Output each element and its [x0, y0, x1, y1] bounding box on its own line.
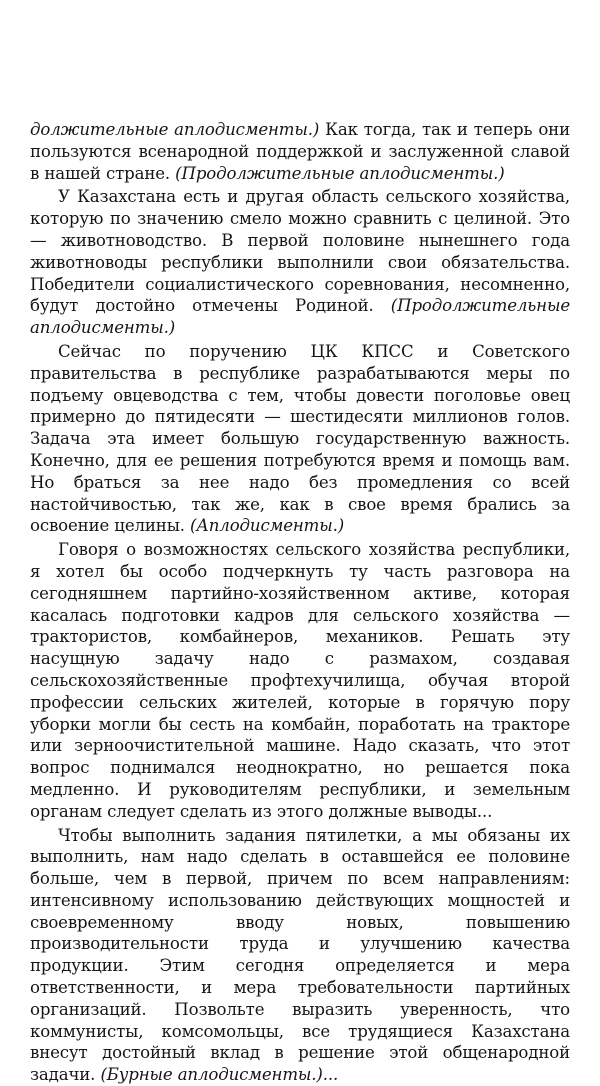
- paragraph-5: [30, 825, 570, 1086]
- paragraph-1: [30, 119, 570, 184]
- applause-note: (Бурные аплодисменты.)...: [100, 1065, 338, 1084]
- paragraph-text: У Казахстана есть и другая область сельского хозяйства, которую по значению смело можно сравнить с целиной. Это — животноводство. В первой половине нынешнего года животноводы республики выполнили свои обязательства. Победители социалистического соревнования, несомненно, будут достойно отмечены Родиной.: [30, 187, 570, 315]
- paragraph-4: [30, 539, 570, 822]
- paragraph-2: [30, 186, 570, 339]
- paragraph-text: Как тогда, так и теперь они пользуются всенародной поддержкой и заслуженной славой в нашей стране.: [30, 120, 570, 183]
- applause-note: (Продолжительные аплодисменты.): [175, 164, 504, 183]
- paragraph-3: [30, 341, 570, 537]
- paragraph-text: Сейчас по поручению ЦК КПСС и Советского правительства в республике разрабатываются меры по подъему овцеводства с тем, чтобы довести поголовье овец примерно до пятидесяти — шестидесяти миллионов голов. Задача эта имеет большую государственную важность. Конечно, для ее решения потребуются время и помощь вам. Но браться за нее надо без промедления со всей настойчивостью, так же, как в свое время брались за освоение целины.: [30, 342, 570, 535]
- applause-note: (Аплодисменты.): [190, 516, 344, 535]
- applause-note: должительные аплодисменты.): [30, 120, 319, 139]
- applause-note: (Продолжительные аплодисменты.): [30, 296, 570, 337]
- paragraph-text: Чтобы выполнить задания пятилетки, а мы обязаны их выполнить, нам надо сделать в оставшейся ее половине больше, чем в первой, причем по всем направлениям: интенсивному использованию действующих мощностей и своевременному вводу новых, повышению производительности труда и улучшению качества продукции. Этим сегодня определяется и мера ответственности, и мера требовательности партийных организаций. Позвольте выразить уверенность, что коммунисты, комсомольцы, все трудящиеся Казахстана внесут достойный вклад в решение этой общенародной задачи.: [30, 826, 570, 1085]
- body-text: [30, 119, 570, 1086]
- paragraph-text: Говоря о возможностях сельского хозяйства республики, я хотел бы особо подчеркнуть ту часть разговора на сегодняшнем партийно-хозяйственном активе, которая касалась подготовки кадров для сельского хозяйства — трактористов, комбайнеров, механиков. Решать эту насущную задачу надо с размахом, создавая сельскохозяйственные профтехучилища, обучая второй профессии сельских жителей, которые в горячую пору уборки могли бы сесть на комбайн, поработать на тракторе или зерноочистительной машине. Надо сказать, что этот вопрос поднимался неоднократно, но решается пока медленно. И руководителям республики, и земельным органам следует сделать из этого должные выводы...: [30, 540, 570, 821]
